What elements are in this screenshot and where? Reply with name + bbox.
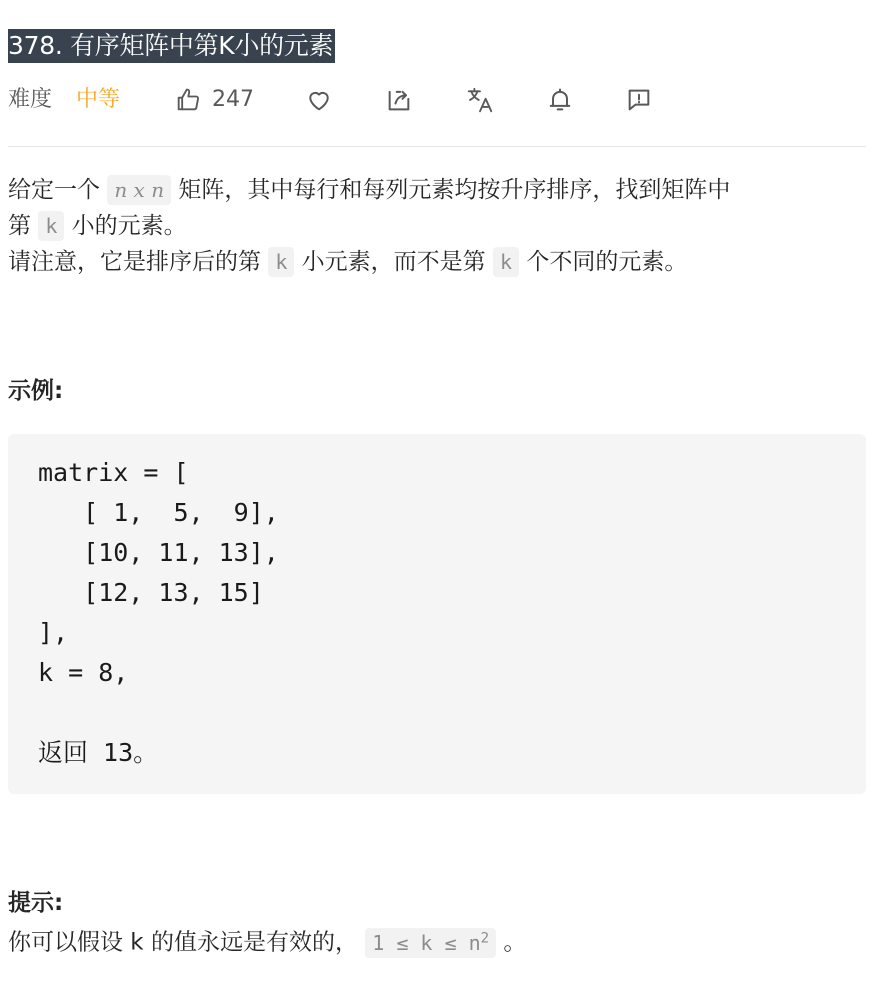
meta-divider	[8, 146, 866, 147]
hint-text	[8, 920, 526, 961]
share-button[interactable]	[385, 84, 413, 116]
like-count: 247	[212, 87, 254, 112]
desc-text: 小的元素。	[71, 213, 187, 239]
problem-title-wrap	[8, 29, 335, 63]
translate-button[interactable]	[465, 84, 495, 116]
hint-text-a: 你可以假设 k 的值永远是有效的，	[8, 929, 358, 956]
subscribe-button[interactable]	[546, 84, 574, 116]
favorite-button[interactable]	[305, 84, 333, 116]
description-paragraph-2	[8, 244, 866, 280]
problem-description	[8, 172, 866, 280]
code-line: matrix = [	[38, 458, 189, 487]
translate-icon	[465, 85, 495, 115]
like-button[interactable]	[174, 84, 254, 116]
thumbs-up-icon	[174, 86, 202, 114]
share-icon	[385, 86, 413, 114]
desc-text: 小元素，而不是第	[301, 249, 486, 275]
constraint-exponent: 2	[480, 930, 490, 946]
inline-code-k: k	[493, 247, 519, 277]
example-code-block	[8, 434, 866, 794]
code-line: 返回 13。	[38, 738, 159, 767]
desc-text: 个不同的元素。	[526, 249, 688, 275]
problem-title: 378. 有序矩阵中第K小的元素	[8, 29, 335, 63]
feedback-icon	[625, 86, 653, 114]
example-heading: 示例:	[8, 378, 64, 404]
inline-code-constraint	[365, 928, 496, 958]
description-paragraph-1	[8, 172, 866, 244]
desc-text: 给定一个	[8, 177, 100, 203]
code-line: ],	[38, 618, 69, 647]
hint-heading: 提示:	[8, 890, 64, 916]
difficulty	[8, 84, 120, 116]
problem-meta-bar	[8, 84, 866, 116]
hint-text-b: 。	[503, 929, 527, 956]
desc-text: 请注意，它是排序后的第	[8, 249, 261, 275]
inline-code-k: k	[268, 247, 294, 277]
bell-icon	[546, 86, 574, 114]
difficulty-value: 中等	[76, 87, 121, 112]
code-line: k = 8,	[38, 658, 129, 687]
desc-text: 矩阵，其中每行和每列元素均按升序排序，找到矩阵中	[178, 177, 731, 203]
desc-text: 第	[8, 213, 31, 239]
constraint-base: 1 ≤ k ≤ n	[372, 930, 481, 955]
difficulty-label: 难度	[8, 87, 53, 112]
code-line: [12, 13, 15]	[38, 578, 264, 607]
code-line: [ 1, 5, 9],	[38, 498, 279, 527]
code-line: [10, 11, 13],	[38, 538, 279, 567]
inline-code-n-x-n: n x n	[107, 175, 171, 205]
feedback-button[interactable]	[625, 84, 653, 116]
heart-icon	[305, 86, 333, 114]
inline-code-k: k	[38, 211, 64, 241]
